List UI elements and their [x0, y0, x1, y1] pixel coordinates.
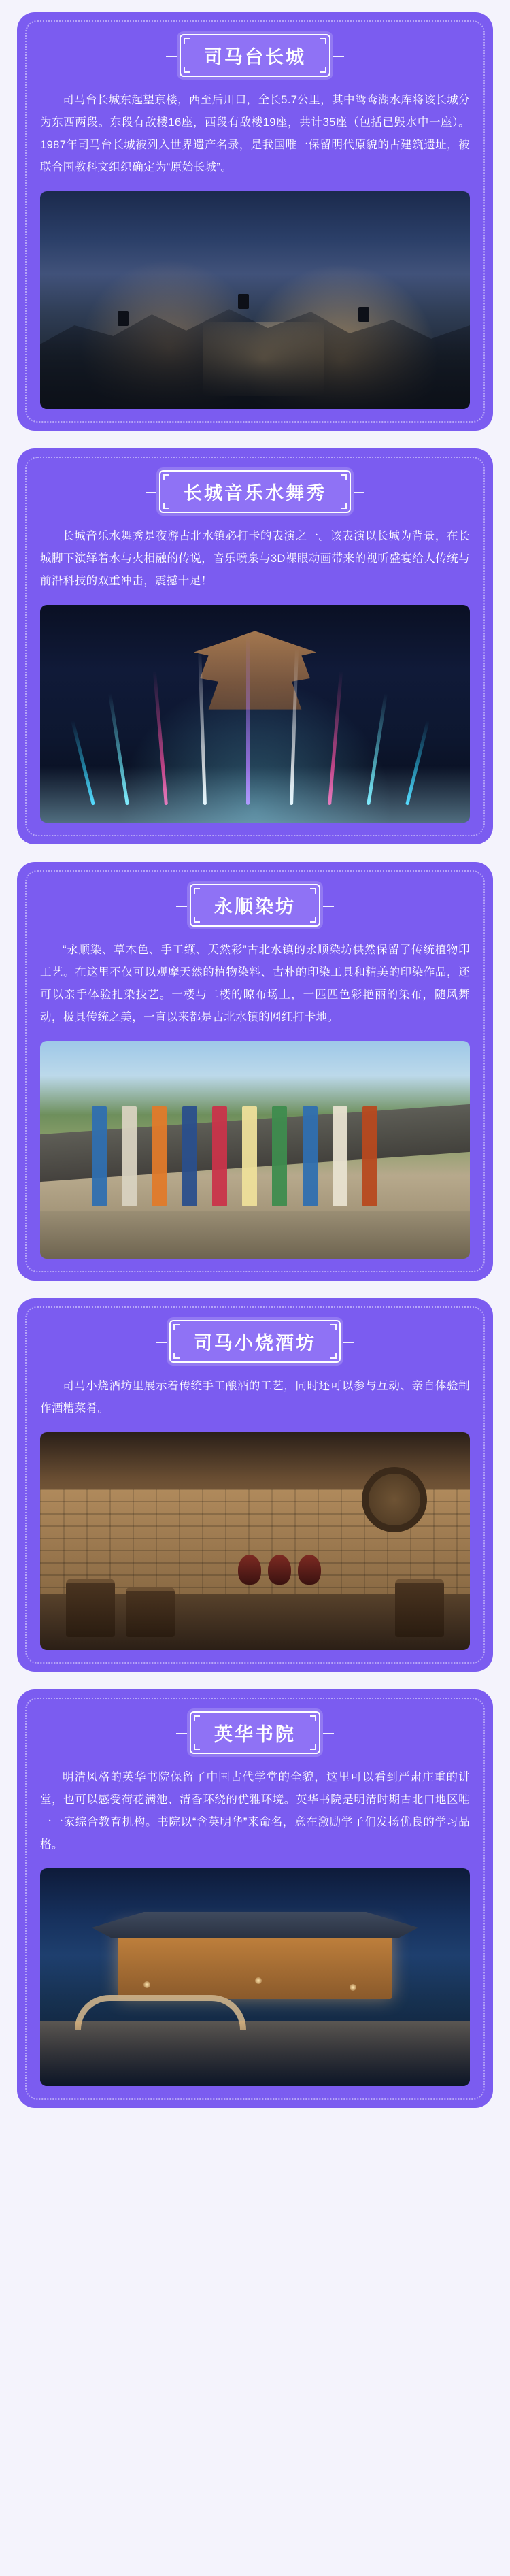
simatai-great-wall-photo: [40, 191, 470, 409]
title-wrapper: [40, 34, 470, 77]
title-corner-mark: [173, 1324, 180, 1330]
watchtower-icon: [358, 307, 369, 322]
hanging-cloth: [362, 1106, 377, 1206]
watchtower-icon: [238, 294, 249, 309]
clay-jar: [268, 1555, 291, 1585]
reflecting-pond: [40, 2021, 470, 2086]
title-wrapper: [40, 884, 470, 927]
wooden-vat: [66, 1579, 115, 1637]
section-body-text: “永顺染、草木色、手工缬、天然彩”古北水镇的永顺染坊供然保留了传统植物印工艺。在这里不仅可以观摩天然的植物染料、古朴的印染工具和精美的印染作品，还可以亲手体验扎染技艺。一楼与二楼的晾布场上，一匹匹色彩艳丽的染布，随风舞动，极具传统之美，一直以来都是古北水镇的网红打卡地。: [40, 944, 470, 1023]
card-content: [29, 30, 481, 413]
title-corner-mark: [163, 474, 169, 480]
section-title: 司马台长城: [180, 34, 330, 77]
title-wrapper: [40, 1320, 470, 1363]
section-body-text: 司马台长城东起望京楼，西至后川口，全长5.7公里，其中鸳鸯湖水库将该长城分为东西两段。东段有敌楼16座，西段有敌楼19座，共计35座（包括已毁水中一座）。1987年司马台长城被列入世界遗产名录，是我国唯一保留明代原貌的古建筑遗址，被联合国教科文组织确定为“原始长城”。: [40, 94, 470, 174]
card-content: [29, 880, 481, 1263]
card-content: [29, 466, 481, 827]
music-water-show-photo: [40, 605, 470, 823]
wooden-vat: [126, 1587, 175, 1637]
section-card-simatai: [17, 12, 493, 431]
title-corner-mark: [310, 917, 316, 923]
title-corner-mark: [184, 38, 190, 44]
hanging-cloth: [92, 1106, 107, 1206]
title-corner-mark: [330, 1353, 337, 1359]
section-body-text: 司马小烧酒坊里展示着传统手工酿酒的工艺，同时还可以参与互动、亲自体验制作酒糟菜肴。: [40, 1380, 470, 1415]
hanging-cloth: [303, 1106, 318, 1206]
title-corner-mark: [330, 1324, 337, 1330]
water-mist: [40, 766, 470, 823]
yinghua-academy-photo: [40, 1868, 470, 2086]
section-body-text: 长城音乐水舞秀是夜游古北水镇必打卡的表演之一。该表演以长城为背景，在长城脚下演绎着水与火相融的传说，音乐喷泉与3D裸眼动画带来的视听盛宴给人传统与前沿科技的双重冲击，震撼十足！: [40, 530, 470, 587]
clay-jar: [298, 1555, 321, 1585]
hanging-cloth: [212, 1106, 227, 1206]
hanging-cloth: [333, 1106, 347, 1206]
section-title: 英华书院: [190, 1711, 320, 1754]
hanging-cloth: [272, 1106, 287, 1206]
section-card-water-show: [17, 448, 493, 844]
wooden-vat: [395, 1579, 444, 1637]
courtyard-ground: [40, 1211, 470, 1259]
title-corner-mark: [173, 1353, 180, 1359]
title-corner-mark: [320, 38, 326, 44]
title-corner-mark: [184, 67, 190, 73]
title-corner-mark: [194, 1744, 200, 1750]
title-corner-mark: [310, 1715, 316, 1721]
hanging-cloth: [182, 1106, 197, 1206]
curved-eave: [92, 1912, 418, 1938]
lantern-light: [255, 1977, 262, 1984]
title-corner-mark: [310, 888, 316, 894]
title-corner-mark: [194, 888, 200, 894]
section-title: 永顺染坊: [190, 884, 320, 927]
title-corner-mark: [320, 67, 326, 73]
section-card-distillery: [17, 1298, 493, 1672]
title-corner-mark: [310, 1744, 316, 1750]
title-corner-mark: [341, 474, 347, 480]
mountain-ridge: [40, 274, 470, 409]
section-card-dye-workshop: [17, 862, 493, 1281]
pagoda-building: [194, 631, 316, 712]
section-title: 长城音乐水舞秀: [159, 470, 351, 513]
watchtower-icon: [118, 311, 129, 326]
hanging-cloth: [242, 1106, 257, 1206]
title-corner-mark: [194, 1715, 200, 1721]
section-title: 司马小烧酒坊: [169, 1320, 341, 1363]
card-content: [29, 1707, 481, 2090]
hanging-cloth: [152, 1106, 167, 1206]
millstone-wheel: [362, 1467, 427, 1532]
simaxiaoshao-distillery-photo: [40, 1432, 470, 1650]
title-corner-mark: [194, 917, 200, 923]
section-card-academy: [17, 1689, 493, 2108]
lantern-light: [350, 1984, 356, 1991]
section-body-text: 明清风格的英华书院保留了中国古代学堂的全貌，这里可以看到严肃庄重的讲堂，也可以感受荷花满池、清香环绕的优雅环境。英华书院是明清时期古北口地区唯一一家综合教育机构。书院以“含英明华”来命名，意在激励学子们发扬优良的学习品格。: [40, 1771, 470, 1851]
title-corner-mark: [163, 503, 169, 509]
hanging-cloth: [122, 1106, 137, 1206]
title-wrapper: [40, 470, 470, 513]
card-content: [29, 1316, 481, 1654]
clay-jar: [238, 1555, 261, 1585]
yongshun-dye-workshop-photo: [40, 1041, 470, 1259]
title-wrapper: [40, 1711, 470, 1754]
title-corner-mark: [341, 503, 347, 509]
